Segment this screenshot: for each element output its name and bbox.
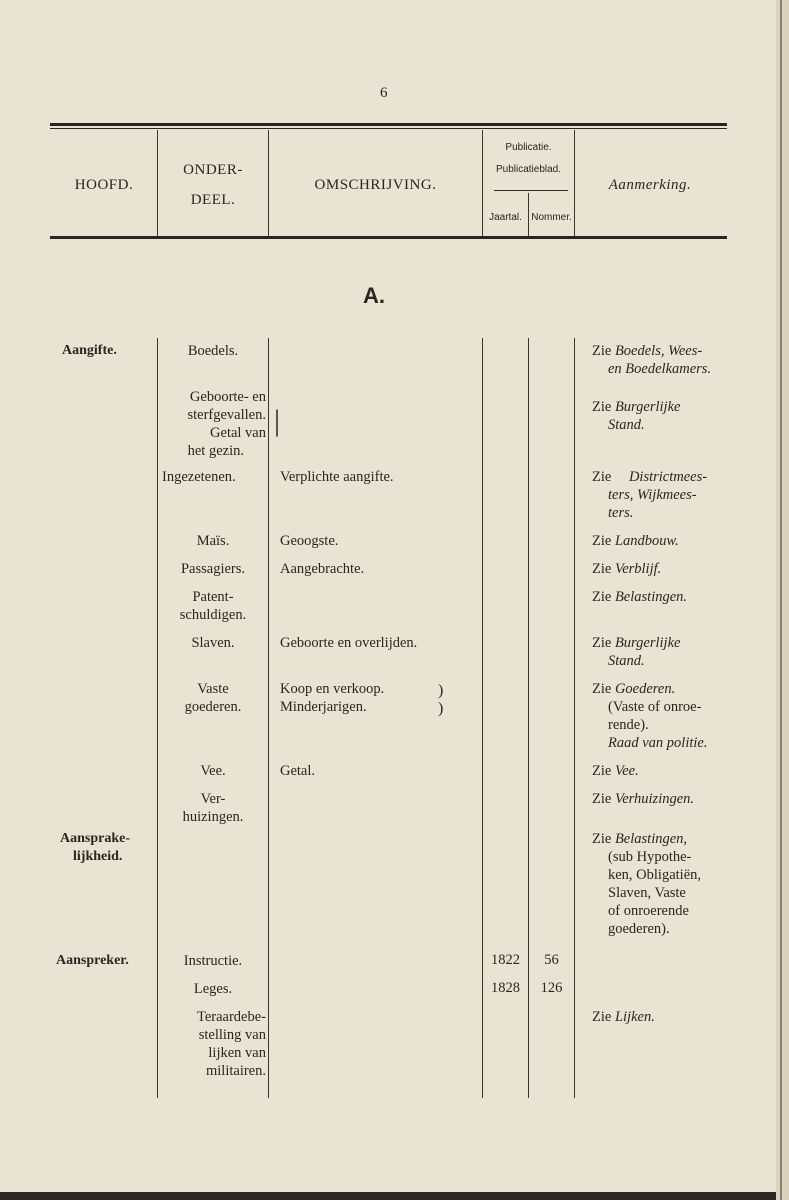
line: Teraardebe- (196, 1009, 266, 1025)
header-omschrijving: OMSCHRIJVING. (314, 177, 437, 193)
onderdeel-vee: Vee. (200, 763, 226, 779)
onderdeel-mais: Maïs. (196, 533, 230, 549)
omschrijving-vee: Getal. (280, 763, 316, 779)
ref-text: Districtmees- (628, 469, 708, 485)
ref-text: Vee. (614, 763, 639, 779)
aanmerking-mais (592, 532, 764, 550)
zie-label: Zie (592, 681, 612, 697)
nommer-instructie: 56 (544, 952, 559, 968)
header-jaartal: Jaartal. (489, 212, 522, 223)
zie-label: Zie (592, 561, 612, 577)
header-onderdeel-2: DEEL. (190, 192, 236, 208)
zie-label: Zie (592, 589, 612, 605)
hoofd-aansprakelijkheid-1: Aansprake- (60, 831, 131, 846)
omschrijving-slaven: Geboorte en overlijden. (280, 635, 418, 651)
header-top-rule (50, 123, 727, 126)
line: het gezin. (187, 443, 244, 459)
zie-label: Zie (592, 469, 612, 485)
omschrijving-ingezetenen: Verplichte aangifte. (280, 469, 394, 485)
section-letter: A. (363, 283, 385, 308)
onderdeel-passagiers: Passagiers. (180, 561, 246, 577)
header-sep-1 (157, 130, 158, 236)
jaartal-instructie: 1822 (491, 952, 520, 968)
ref-text: Stand. (608, 417, 645, 433)
line: goederen. (184, 699, 242, 715)
ref-text: Stand. (608, 653, 645, 669)
ref-text: Lijken. (614, 1009, 655, 1025)
publicatie-rule (494, 190, 568, 191)
ref-text: Landbouw. (614, 533, 679, 549)
zie-label: Zie (592, 399, 612, 415)
line: Geboorte- en (189, 389, 266, 405)
line: Koop en verkoop. (280, 681, 385, 697)
omschrijving-passagiers: Aangebrachte. (280, 561, 365, 577)
line: huizingen. (182, 809, 244, 825)
line: schuldigen. (179, 607, 247, 623)
header-nommer: Nommer. (531, 212, 572, 223)
line: militairen. (206, 1063, 266, 1079)
zie-label: Zie (592, 763, 612, 779)
onderdeel-geboorte (158, 388, 266, 460)
aanmerking-patent (592, 588, 764, 606)
header-hoofd: HOOFD. (74, 177, 134, 193)
line: ken, Obligatiën, (608, 867, 702, 883)
onderdeel-vaste-goederen (158, 680, 268, 716)
page-edge (776, 0, 789, 1200)
zie-label: Zie (592, 1009, 612, 1025)
body-sep-5 (574, 338, 575, 1098)
page-edge-shadow (780, 0, 782, 1200)
line: goederen). (608, 921, 670, 937)
ref-text: (Vaste of onroe- (608, 699, 702, 715)
aanmerking-teraardebestelling (592, 1008, 764, 1026)
line: Getal van (210, 425, 266, 441)
aanmerking-slaven (592, 634, 764, 670)
body-sep-2 (268, 338, 269, 1098)
brace-mark: | (274, 404, 281, 437)
hoofd-aanspreker: Aanspreker. (56, 953, 129, 968)
omschrijving-mais: Geoogste. (280, 533, 339, 549)
onderdeel-patent (158, 588, 268, 624)
zie-label: Zie (592, 791, 612, 807)
aanmerking-geboorte (592, 398, 764, 434)
ref-text: Belastingen. (614, 589, 688, 605)
jaartal-leges: 1828 (491, 980, 520, 996)
line: Slaven, Vaste (608, 885, 686, 901)
ref-text: ters. (608, 505, 634, 521)
header-bottom-rule (50, 236, 727, 239)
ref-text: Burgerlijke (614, 635, 681, 651)
ref-text: Boedels, Wees- (614, 343, 703, 359)
hoofd-aansprakelijkheid-2: lijkheid. (73, 849, 123, 864)
ref-text: ters, Wijkmees- (608, 487, 697, 503)
zie-label: Zie (592, 343, 612, 359)
page-number: 6 (380, 85, 388, 101)
aanmerking-boedels (592, 342, 764, 378)
ref-text: Burgerlijke (614, 399, 681, 415)
line: lijken van (208, 1045, 266, 1061)
ref-text: Verhuizingen. (614, 791, 695, 807)
ref-text: rende). (608, 717, 649, 733)
onderdeel-verhuizingen (158, 790, 268, 826)
header-aanmerking: Aanmerking. (608, 177, 692, 193)
nommer-leges: 126 (540, 980, 563, 996)
onderdeel-instructie: Instructie. (183, 953, 243, 969)
zie-label: Zie (592, 533, 612, 549)
ref-text: Verblijf. (614, 561, 662, 577)
omschrijving-vaste-goederen (280, 680, 384, 716)
onderdeel-teraardebestelling (162, 1008, 266, 1080)
line: Patent- (192, 589, 234, 605)
header-onderdeel-1: ONDER- (183, 162, 243, 178)
line: sterfgevallen. (187, 407, 266, 423)
aanmerking-vaste-goederen (592, 680, 764, 752)
line: stelling van (198, 1027, 266, 1043)
ref-text: Goederen. (614, 681, 676, 697)
onderdeel-ingezetenen: Ingezetenen. (162, 469, 236, 485)
header-top-rule-thin (50, 128, 727, 129)
onderdeel-leges: Leges. (193, 981, 233, 997)
onderdeel-slaven: Slaven. (191, 635, 235, 651)
line: Minderjarigen. (280, 699, 367, 715)
zie-label: Zie (592, 831, 612, 847)
brace-mark: ) ) (438, 682, 444, 717)
aanmerking-aansprakelijkheid (592, 830, 764, 938)
ref-text: Belastingen, (614, 831, 688, 847)
header-publicatieblad: Publicatieblad. (495, 164, 562, 175)
aanmerking-vee (592, 762, 764, 780)
onderdeel-boedels: Boedels. (187, 343, 239, 359)
ref-text: Raad van politie. (608, 735, 708, 751)
aanmerking-verhuizingen (592, 790, 764, 808)
hoofd-aangifte: Aangifte. (62, 343, 117, 358)
line: Ver- (200, 791, 226, 807)
line: (sub Hypothe- (608, 849, 692, 865)
line: of onroerende (608, 903, 689, 919)
ref-text: en Boedelkamers. (608, 361, 712, 377)
header-publicatie: Publicatie. (505, 142, 552, 153)
aanmerking-ingezetenen (592, 468, 764, 522)
line: Vaste (197, 681, 229, 697)
aanmerking-passagiers (592, 560, 764, 578)
zie-label: Zie (592, 635, 612, 651)
